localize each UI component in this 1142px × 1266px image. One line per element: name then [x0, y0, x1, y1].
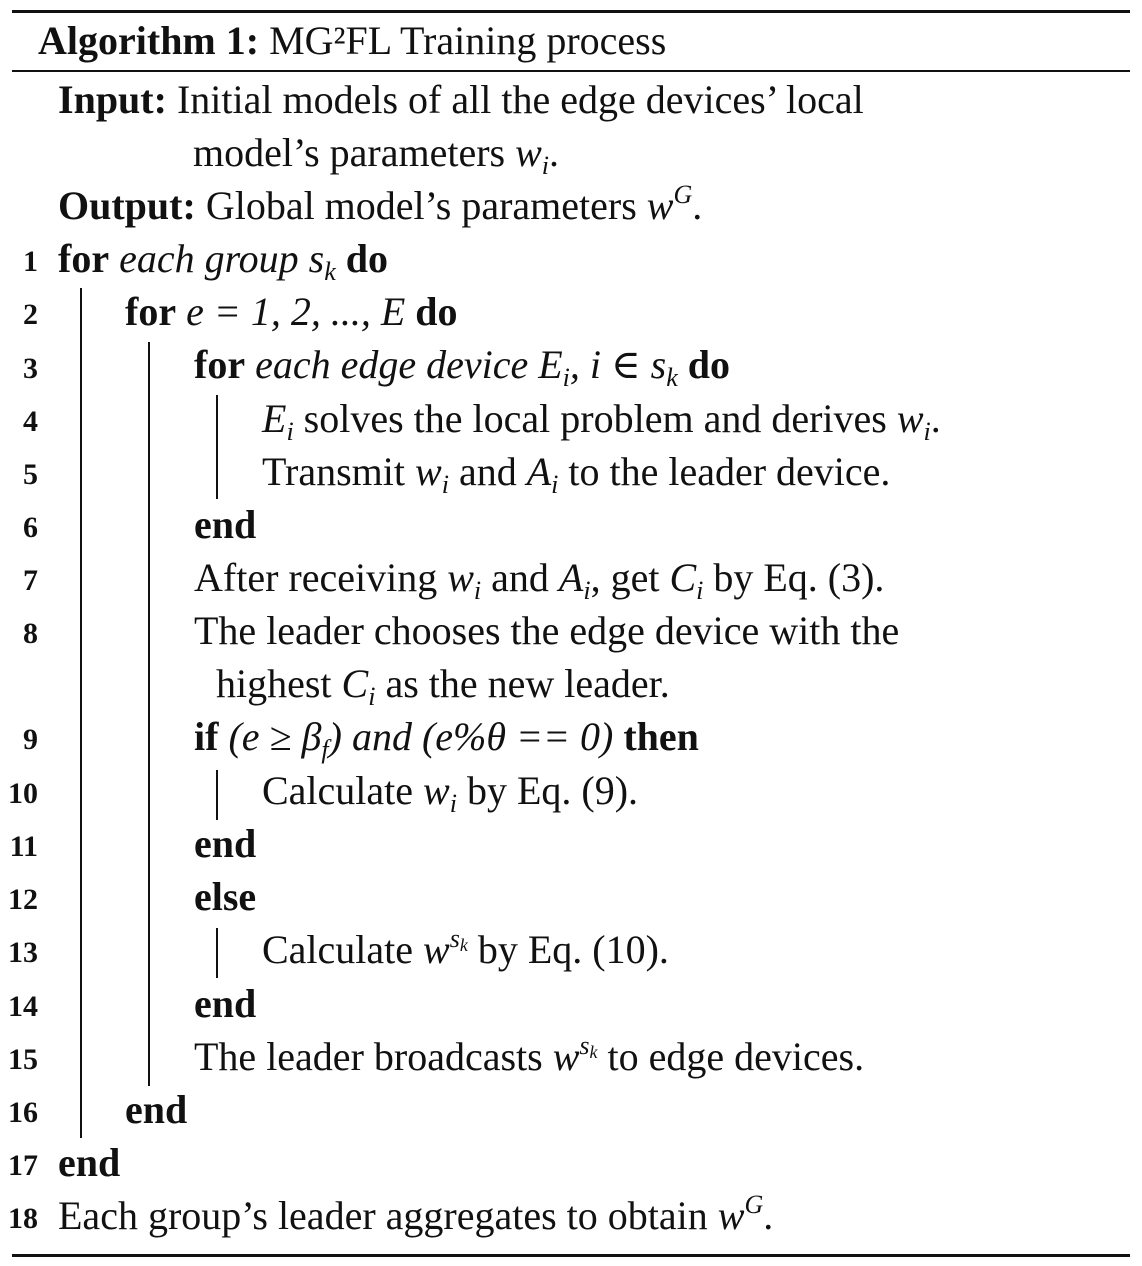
- input-label: Input:: [58, 77, 167, 122]
- algo-line-2: [125, 285, 458, 338]
- line-10-text-b: by Eq. (9).: [466, 768, 639, 813]
- caption-rule: [12, 70, 1130, 72]
- math-wi: $w_i$: [415, 449, 449, 499]
- keyword-end: end: [58, 1140, 121, 1185]
- line-number: 13: [8, 936, 38, 969]
- block-bar-1: [80, 288, 82, 1138]
- line-8-text-b: highest: [216, 661, 332, 706]
- cond-1: $(e \ge \beta_f)$: [228, 714, 342, 764]
- algo-line-17: [58, 1136, 120, 1189]
- input-text-1: Initial models of all the edge devices’ local: [176, 77, 864, 122]
- math-wG: $w^G$: [717, 1190, 764, 1238]
- algo-line-3: [194, 338, 730, 391]
- algo-line-13: [262, 923, 669, 976]
- algo-line-1: [58, 232, 388, 285]
- keyword-for: for: [125, 289, 177, 334]
- math-Ci: $C_i$: [669, 555, 704, 605]
- math-sk: [308, 236, 336, 286]
- line-7-text-c: , get: [590, 555, 660, 600]
- cond-2: (e%θ == 0): [421, 714, 614, 759]
- math-Ai: $A_i$: [558, 555, 591, 605]
- input-line-1: [58, 73, 864, 126]
- math-sub: i: [562, 363, 570, 392]
- algo-line-11: [194, 817, 256, 870]
- algo-line-9: [194, 710, 699, 763]
- math-Ci: $C_i$: [341, 661, 376, 711]
- line-10-text-a: Calculate: [262, 768, 414, 813]
- line-5-text-a: Transmit: [262, 449, 406, 494]
- keyword-for: for: [58, 236, 110, 281]
- line-8-text-a: The leader chooses the edge device with the: [194, 608, 900, 653]
- line-number: 16: [8, 1096, 38, 1129]
- algo-line-8: [194, 604, 899, 657]
- line-number: 3: [23, 352, 38, 385]
- input-text-2: model’s parameters: [193, 130, 506, 175]
- math-wsk: $w^{s_k}$: [552, 1031, 598, 1079]
- line-13-text-b: by Eq. (10).: [477, 927, 669, 972]
- line-15-text-b: to edge devices.: [607, 1034, 865, 1079]
- keyword-else: else: [194, 874, 257, 919]
- line-number: 11: [9, 830, 38, 863]
- line-2-expr: e = 1, 2, ..., E: [186, 289, 406, 334]
- line-number: 14: [8, 990, 38, 1023]
- keyword-and: and: [351, 714, 412, 759]
- math-Ai: $A_i$: [526, 449, 559, 499]
- line-number: 17: [8, 1149, 38, 1182]
- math-var: s: [308, 236, 325, 281]
- algo-line-15: [194, 1030, 864, 1083]
- line-15-text-a: The leader broadcasts: [194, 1034, 543, 1079]
- line-4-text: solves the local problem and derives: [303, 396, 887, 441]
- math-mid: , i ∈ s: [569, 342, 667, 387]
- caption: [38, 12, 666, 70]
- line-8-text-c: as the new leader.: [385, 661, 670, 706]
- line-number: 2: [23, 298, 38, 331]
- algo-line-12: [194, 870, 256, 923]
- line-number: 1: [23, 245, 38, 278]
- keyword-for: for: [194, 342, 246, 387]
- algo-line-18: Each group’s leader aggregates to obtain $w^G$.: [58, 1190, 774, 1238]
- math-sub: k: [324, 257, 336, 286]
- cond-1-text: (e ≥ β: [228, 714, 322, 759]
- output-line: Output: Global model’s parameters $w^G$.: [58, 180, 703, 228]
- math-sub: k: [666, 363, 678, 392]
- line-number: 7: [23, 564, 38, 597]
- block-bar-5: [216, 928, 218, 978]
- algo-line-7: [194, 551, 884, 604]
- cond-1-sub: f: [321, 735, 329, 764]
- input-line-2: model’s parameters $w_i$.: [193, 130, 560, 180]
- output-text: Global model’s parameters: [205, 183, 637, 228]
- keyword-end: end: [194, 821, 257, 866]
- math-var: E: [538, 342, 563, 387]
- math-wi: $w_i$: [896, 396, 931, 446]
- line-7-text-a: After receiving: [194, 555, 438, 600]
- math-wi: $w_i$: [447, 555, 482, 605]
- line-13-text-a: Calculate: [262, 927, 414, 972]
- caption-title: MG²FL Training process: [269, 18, 667, 63]
- keyword-then: then: [623, 714, 699, 759]
- math-Ei: [538, 342, 678, 392]
- keyword-end: end: [194, 981, 257, 1026]
- line-7-text-b: and: [491, 555, 549, 600]
- bottom-rule: [12, 1254, 1130, 1257]
- block-bar-3: [216, 395, 218, 499]
- line-number: 8: [23, 617, 38, 650]
- block-bar-4: [216, 770, 218, 820]
- algo-line-4: $E_i$ solves the local problem and derives $w_i$.: [262, 396, 941, 446]
- math-Ei: $E_i$: [262, 396, 294, 446]
- block-bar-2: [148, 342, 150, 1086]
- line-5-text-c: to the leader device.: [568, 449, 891, 494]
- line-3-text: each edge device: [255, 342, 529, 387]
- line-5-text-b: and: [458, 449, 517, 494]
- math-w: $w_i$: [515, 130, 550, 180]
- line-number: 4: [23, 405, 38, 438]
- line-18-text-a: Each group’s leader aggregates to obtain: [58, 1193, 708, 1238]
- keyword-do: do: [345, 236, 389, 281]
- line-number: 12: [8, 883, 38, 916]
- keyword-end: end: [125, 1087, 188, 1132]
- keyword-end: end: [194, 502, 257, 547]
- line-number: 15: [8, 1043, 38, 1076]
- keyword-do: do: [687, 342, 730, 387]
- math-wsk: $w^{s_k}$: [423, 924, 468, 972]
- line-1-text: each group: [119, 236, 299, 281]
- math-wG: $w^G$: [646, 180, 693, 228]
- keyword-if: if: [194, 714, 219, 759]
- algo-line-10: [262, 764, 638, 817]
- algo-line-14: [194, 977, 256, 1030]
- line-number: 5: [23, 458, 38, 491]
- line-number: 9: [23, 723, 38, 756]
- line-number: 6: [23, 511, 38, 544]
- caption-label: Algorithm 1:: [38, 18, 260, 63]
- algo-line-6: [194, 498, 256, 551]
- algo-line-5: [262, 445, 890, 498]
- line-7-text-d: by Eq. (3).: [713, 555, 885, 600]
- line-number: 18: [8, 1202, 38, 1235]
- keyword-do: do: [415, 289, 458, 334]
- line-number: 10: [8, 777, 38, 810]
- algo-line-8-cont: [216, 657, 670, 710]
- output-label: Output:: [58, 183, 196, 228]
- algo-line-16: [125, 1083, 187, 1136]
- math-wi: $w_i$: [423, 768, 457, 818]
